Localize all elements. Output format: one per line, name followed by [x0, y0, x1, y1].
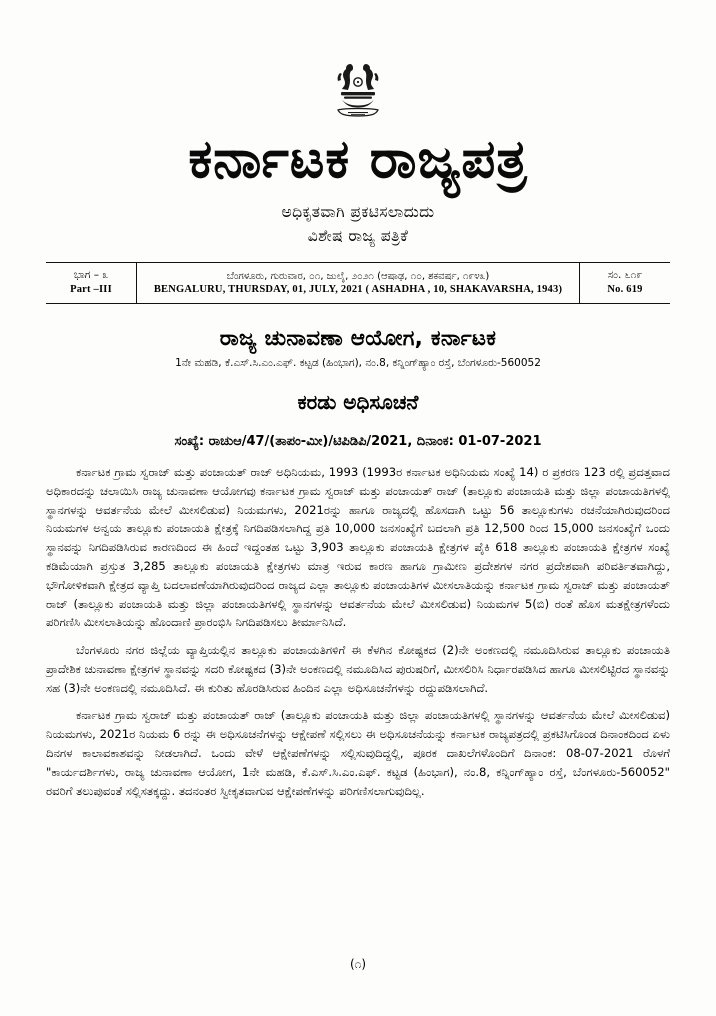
gazette-issue-band	[46, 262, 670, 304]
paragraph: ಕರ್ನಾಟಕ ಗ್ರಾಮ ಸ್ವರಾಜ್ ಮತ್ತು ಪಂಚಾಯತ್ ರಾಜ್ ಅಧಿನಿಯಮ, 1993 (1993ರ ಕರ್ನಾಟಕ ಅಧಿನಿಯಮ ಸಂಖ್ಯೆ 14) ರ ಪ್ರಕರಣ 123 ರಲ್ಲಿ ಪ್ರದತ್ತವಾದ ಅಧಿಕಾರದನ್ನು ಚಲಾಯಿಸಿ ರಾಜ್ಯ ಚುನಾವಣಾ ಆಯೋಗವು ಕರ್ನಾಟಕ ಗ್ರಾಮ ಸ್ವರಾಜ್ ಮತ್ತು ಪಂಚಾಯತ್ ರಾಜ್ (ತಾಲ್ಲೂಕು ಪಂಚಾಯತಿ ಮತ್ತು ಜಿಲ್ಲಾ ಪಂಚಾಯತಿಗಳಲ್ಲಿ ಸ್ಥಾನಗಳನ್ನು ಆವರ್ತನೆಯ ಮೇಲೆ ಮೀಸಲಿಡುವ) ನಿಯಮಗಳು, 2021ರನ್ನು ಹಾಗೂ ರಾಜ್ಯದಲ್ಲಿ ಹೊಸದಾಗಿ ಒಟ್ಟು 56 ತಾಲ್ಲೂಕುಗಳು ರಚನೆಯಾಗಿರುವುದರಿಂದ ನಿಯಮಗಳ ಅನ್ವಯ ತಾಲ್ಲೂಕು ಪಂಚಾಯತಿ ಕ್ಷೇತ್ರಕ್ಕೆ ನಿಗದಿಪಡಿಸಲಾಗಿದ್ದ ಪ್ರತಿ 10,000 ಜನಸಂಖ್ಯೆಗೆ ಬದಲಾಗಿ ಪ್ರತಿ 12,500 ರಿಂದ 15,000 ಜನಸಂಖ್ಯೆಗೆ ಒಂದು ಸ್ಥಾನವನ್ನು ನಿಗದಿಪಡಿಸಿರುವ ಕಾರಣದಿಂದ ಈ ಹಿಂದೆ ಇದ್ದಂತಹ ಒಟ್ಟು 3,903 ತಾಲ್ಲೂಕು ಪಂಚಾಯತಿ ಕ್ಷೇತ್ರಗಳ ಪೈಕಿ 618 ತಾಲ್ಲೂಕು ಪಂಚಾಯತಿ ಕ್ಷೇತ್ರಗಳ ಸಂಖ್ಯೆ ಕಡಿಮೆಯಾಗಿ ಪ್ರಸ್ತುತ 3,285 ತಾಲ್ಲೂಕು ಪಂಚಾಯತಿ ಕ್ಷೇತ್ರಗಳು ಮಾತ್ರ ಇರುವ ಕಾರಣ ಹಾಗೂ ಗ್ರಾಮೀಣ ಪ್ರದೇಶಗಳ ನಗರ ಪ್ರದೇಶವಾಗಿ ಪರಿವರ್ತಿತವಾಗಿದ್ದು, ಭೌಗೋಳಿಕವಾಗಿ ಕ್ಷೇತ್ರದ ವ್ಯಾಪ್ತಿ ಬದಲಾವಣೆಯಾಗಿರುವುದರಿಂದ ರಾಜ್ಯದ ಎಲ್ಲಾ ತಾಲ್ಲೂಕು ಪಂಚಾಯತಿಗಳ ಮೀಸಲಾತಿಯನ್ನು ಕರ್ನಾಟಕ ಗ್ರಾಮ ಸ್ವರಾಜ್ ಮತ್ತು ಪಂಚಾಯತ್ ರಾಜ್ (ತಾಲ್ಲೂಕು ಪಂಚಾಯತಿ ಮತ್ತು ಜಿಲ್ಲಾ ಪಂಚಾಯತಿಗಳಲ್ಲಿ ಸ್ಥಾನಗಳನ್ನು ಆವರ್ತನೆಯ ಮೇಲೆ ಮೀಸಲಿಡುವ) ನಿಯಮಗಳ 5(ಬಿ) ರಂತೆ ಹೊಸ ಮತಕ್ಷೇತ್ರಗಳೆಂದು ಪರಿಗಣಿಸಿ ಮೀಸಲಾತಿಯನ್ನು ಹೊಂದಾಣಿ ಪ್ರಾರಂಭಿಸಿ ನಿಗದಿಪಡಿಸಲು ತೀರ್ಮಾನಿಸಿದೆ.	[46, 465, 670, 630]
issue-number-kannada: ಸಂ. ೬೧೯	[607, 269, 643, 282]
issue-number-english: No. 619	[607, 284, 643, 296]
paragraph: ಬೆಂಗಳೂರು ನಗರ ಜಿಲ್ಲೆಯ ವ್ಯಾಪ್ತಿಯಲ್ಲಿನ ತಾಲ್ಲೂಕು ಪಂಚಾಯತಿಗಳಿಗೆ ಈ ಕೆಳಗಿನ ಕೋಷ್ಟಕದ (2)ನೇ ಅಂಕಣದಲ್ಲಿ ನಮೂದಿಸಿರುವ ತಾಲ್ಲೂಕು ಪಂಚಾಯತಿ ಪ್ರಾದೇಶಿಕ ಚುನಾವಣಾ ಕ್ಷೇತ್ರಗಳ ಸ್ಥಾನವನ್ನು ಸದರಿ ಕೋಷ್ಟಕದ (3)ನೇ ಅಂಕಣದಲ್ಲಿ ನಮೂದಿಸಿದ ಪುರುಷರಿಗೆ, ಮೀಸಲಿರಿಸಿ ನಿರ್ಧಾರಪಡಿಸಿದ ಹಾಗೂ ಮೀಸಲಿಟ್ಟಿರದ ಸ್ಥಾನವನ್ನು ಸಹ (3)ನೇ ಅಂಕಣದಲ್ಲಿ ನಮೂದಿಸಿದೆ. ಈ ಕುರಿತು ಹೊರಡಿಸಿರುವ ಹಿಂದಿನ ಎಲ್ಲಾ ಅಧಿಸೂಚನೆಗಳನ್ನು ರದ್ದುಪಡಿಸಲಾಗಿದೆ.	[46, 643, 670, 695]
issuing-authority-address: 1ನೇ ಮಹಡಿ, ಕೆ.ಎಸ್.ಸಿ.ಎಂ.ಎಫ್. ಕಟ್ಟಡ (ಹಿಂಭಾಗ), ನಂ.8, ಕನ್ನಿಂಗ್‌ಹ್ಯಾಂ ರಸ್ತೆ, ಬೆಂಗಳೂರು-560052	[175, 357, 541, 370]
issue-number-cell	[579, 263, 670, 303]
gazette-title: ಕರ್ನಾಟಕ ರಾಜ್ಯಪತ್ರ	[188, 129, 528, 190]
part-label-english: Part –III	[70, 284, 112, 296]
karnataka-state-emblem-icon	[328, 52, 388, 126]
issue-date-english: BENGALURU, THURSDAY, 01, JULY, 2021 ( ASHADHA , 10, SHAKAVARSHA, 1943)	[153, 283, 563, 295]
issuing-authority: ರಾಜ್ಯ ಚುನಾವಣಾ ಆಯೋಗ, ಕರ್ನಾಟಕ	[219, 326, 497, 352]
notification-body	[46, 463, 670, 800]
gazette-subtitle-special: ವಿಶೇಷ ರಾಜ್ಯ ಪತ್ರಿಕೆ	[307, 227, 409, 246]
issue-date-cell	[137, 263, 579, 303]
reference-number-and-date: ಸಂಖ್ಯೆ: ರಾಚುಆ/47/(ತಾಪಂ-ಮೀ)/ಟಿಪಿಡಿಪಿ/2021, ದಿನಾಂಕ: 01-07-2021	[174, 434, 542, 450]
part-cell	[46, 263, 137, 303]
paragraph: ಕರ್ನಾಟಕ ಗ್ರಾಮ ಸ್ವರಾಜ್ ಮತ್ತು ಪಂಚಾಯತ್ ರಾಜ್ (ತಾಲ್ಲೂಕು ಪಂಚಾಯತಿ ಮತ್ತು ಜಿಲ್ಲಾ ಪಂಚಾಯತಿಗಳಲ್ಲಿ ಸ್ಥಾನಗಳನ್ನು ಆವರ್ತನೆಯ ಮೇಲೆ ಮೀಸಲಿಡುವ) ನಿಯಮಗಳು, 2021ರ ನಿಯಮ 6 ರನ್ನು ಈ ಅಧಿಸೂಚನೆಗಳನ್ನು ಆಕ್ಷೇಪಣೆ ಸಲ್ಲಿಸಲು ಈ ಅಧಿಸೂಚನೆಯನ್ನು ಕರ್ನಾಟಕ ರಾಜ್ಯಪತ್ರದಲ್ಲಿ ಪ್ರಕಟಿಸಿಗೊಂಡ ದಿನಾಂಕದಿಂದ ಏಳು ದಿನಗಳ ಕಾಲಾವಕಾಶವನ್ನು ನೀಡಲಾಗಿದೆ. ಒಂದು ವೇಳೆ ಆಕ್ಷೇಪಣೆಗಳನ್ನು ಸಲ್ಲಿಸುವುದಿದ್ದಲ್ಲಿ, ಪೂರಕ ದಾಖಲೆಗಳೊಂದಿಗೆ ದಿನಾಂಕ: 08-07-2021 ರೊಳಗೆ "ಕಾರ್ಯದರ್ಶಿಗಳು, ರಾಜ್ಯ ಚುನಾವಣಾ ಆಯೋಗ, 1ನೇ ಮಹಡಿ, ಕೆ.ಎಸ್.ಸಿ.ಎಂ.ಎಫ್. ಕಟ್ಟಡ (ಹಿಂಭಾಗ), ನಂ.8, ಕನ್ನಿಂಗ್‌ಹ್ಯಾಂ ರಸ್ತೆ, ಬೆಂಗಳೂರು-560052" ರವರಿಗೆ ತಲುಪುವಂತೆ ಸಲ್ಲಿಸತಕ್ಕದ್ದು. ತದನಂತರ ಸ್ವೀಕೃತವಾಗುವ ಆಕ್ಷೇಪಣೆಗಳನ್ನು ಪರಿಗಣಿಸಲಾಗುವುದಿಲ್ಲ.	[46, 708, 670, 798]
part-label-kannada: ಭಾಗ – ೩	[73, 269, 109, 282]
page-number: (೧)	[349, 957, 367, 971]
gazette-subtitle-official: ಅಧಿಕೃತವಾಗಿ ಪ್ರಕಟಿಸಲಾದುದು	[281, 203, 435, 222]
page-title: ಕರಡು ಅಧಿಸೂಚನೆ	[297, 390, 419, 415]
issue-date-kannada: ಬೆಂಗಳೂರು, ಗುರುವಾರ, ೦೧, ಜುಲೈ, ೨೦೨೧ (ಆಷಾಢ, ೧೦, ಶಕವರ್ಷ, ೧೯೪೩)	[226, 270, 490, 282]
masthead	[46, 129, 670, 246]
emblem-container	[46, 0, 670, 130]
